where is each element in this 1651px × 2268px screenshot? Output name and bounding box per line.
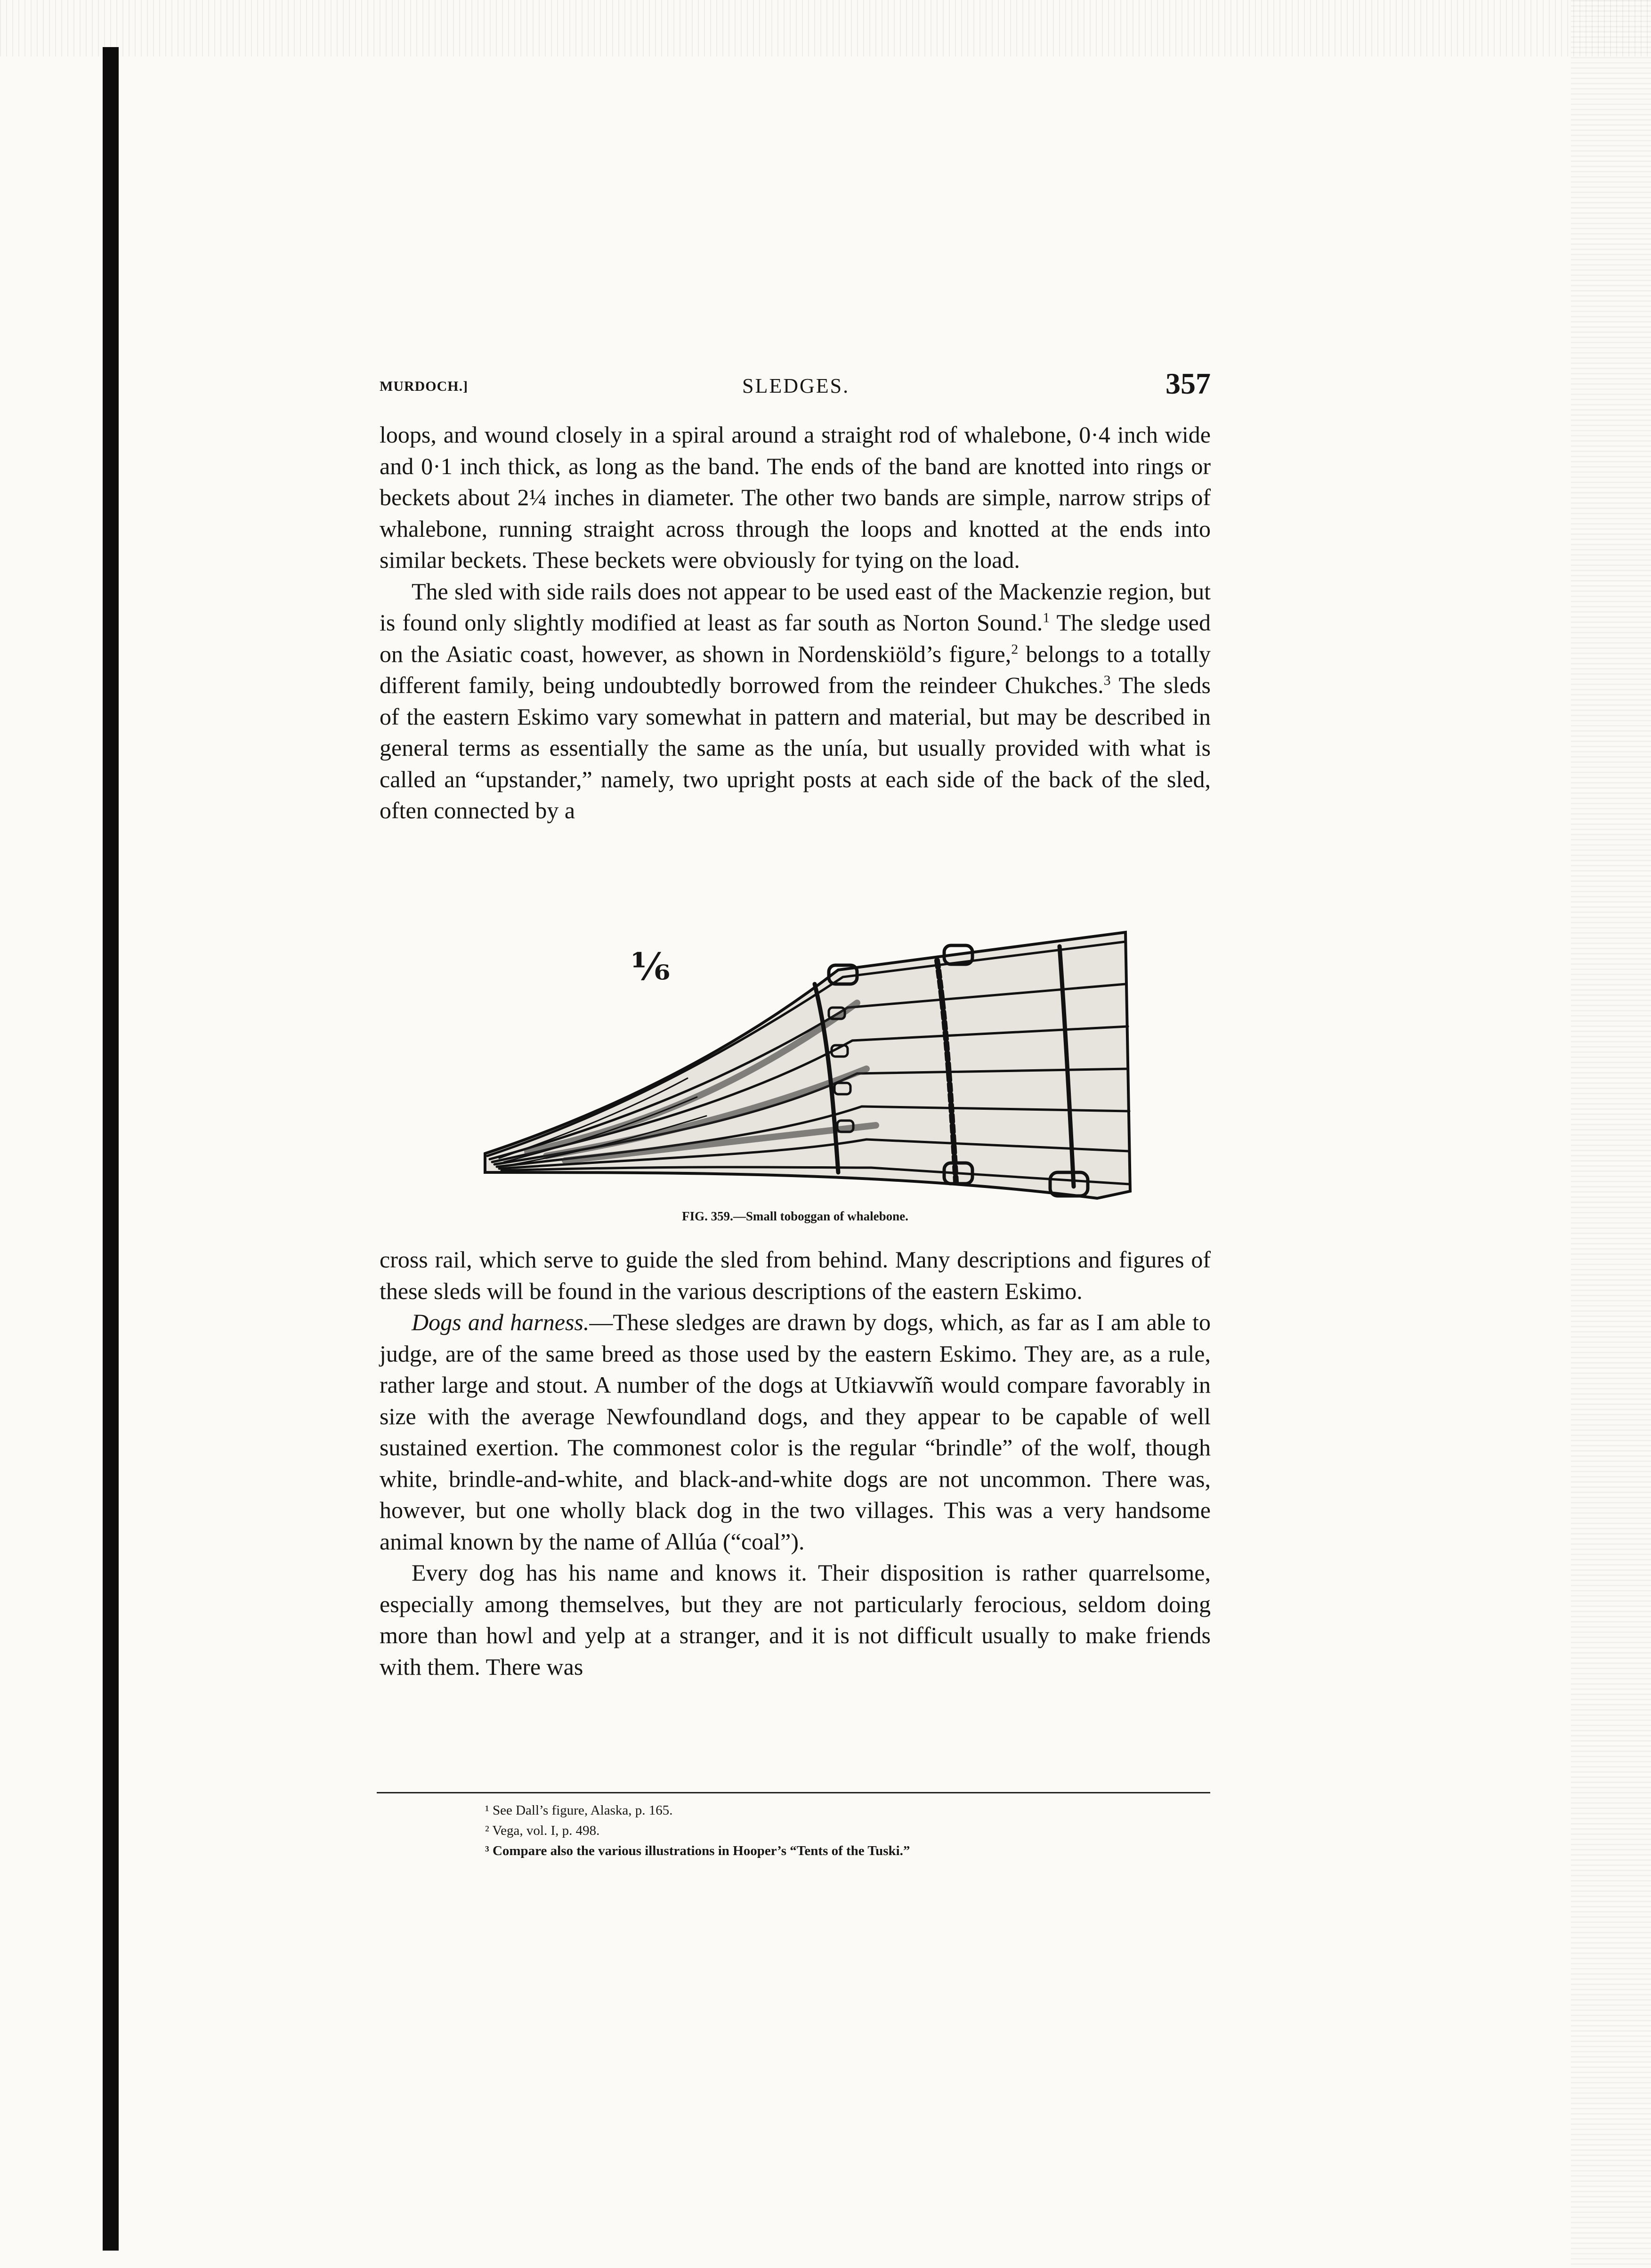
- text-run: The sled with side rails does not appear to be used east of the Mackenzie region, but is found only slightly modified at least as far south as Norton Sound.: [380, 578, 1211, 636]
- figure-scale-label: ⅙: [631, 947, 670, 988]
- scan-edge-noise: [1571, 0, 1651, 2268]
- footnote-2: ² Vega, vol. I, p. 498.: [485, 1823, 600, 1838]
- running-head-author: MURDOCH.]: [380, 379, 469, 394]
- scan-top-noise: [0, 0, 1651, 56]
- footnote-ref-3: 3: [1103, 672, 1111, 688]
- paragraph-loops: loops, and wound closely in a spiral around a straight rod of whalebone, 0·4 inch wide and 0·1 inch thick, as long as the band. The ends of the band are knotted into rings or beckets about 2¼ inches in diameter. The other two bands are simple, narrow strips of whalebone, running straight across through the loops and knotted at the ends into similar beckets. These beckets were obviously for tying on the load.: [380, 421, 1211, 573]
- body-text-upper: [380, 419, 1211, 826]
- paragraph-sled-side-rails: [380, 576, 1211, 826]
- figure-toboggan: [471, 890, 1140, 1219]
- footnote-ref-1: 1: [1043, 610, 1050, 626]
- binding-shadow: [103, 47, 119, 2251]
- footnote-ref-2: 2: [1011, 641, 1019, 657]
- paragraph-cross-rail: cross rail, which serve to guide the sled from behind. Many descriptions and figures of these sleds will be found in the various descriptions of the eastern Eskimo.: [380, 1246, 1211, 1304]
- paragraph-dog-names: Every dog has his name and knows it. Their disposition is rather quarrelsome, especially among themselves, but they are not particularly ferocious, seldom doing more than howl and yelp at a stranger, and it is not difficult usually to make friends with them. There was: [380, 1559, 1211, 1680]
- figure-caption: FIG. 359.—Small toboggan of whalebone.: [682, 1209, 908, 1223]
- text-run: The sledge used on the Asiatic coast, however, as shown in Nordenskiöld’s figure,: [380, 609, 1211, 667]
- body-text-lower: [380, 1244, 1211, 1682]
- running-header: [380, 366, 1211, 409]
- section-run-in-heading: Dogs and harness.: [412, 1309, 590, 1335]
- text-run: The sleds of the eastern Eskimo vary somewhat in pattern and material, but may be described in general terms as essentially the same as the unía, but usually provided with what is called an “upstander,” namely, two upright posts at each side of the back of the sled, often connected by a: [380, 672, 1211, 823]
- toboggan-illustration: [471, 890, 1140, 1219]
- page-number: 357: [1165, 367, 1211, 400]
- footnote-1: ¹ See Dall’s figure, Alaska, p. 165.: [485, 1803, 673, 1818]
- paragraph-dogs-and-harness: [380, 1307, 1211, 1557]
- footnote-3: ³ Compare also the various illustrations in Hooper’s “Tents of the Tuski.”: [485, 1843, 910, 1858]
- text-run: belongs to a totally different family, being undoubtedly borrowed from the reindeer Chukches.: [380, 640, 1211, 698]
- footnotes: [485, 1800, 1191, 1861]
- footnote-divider: [377, 1792, 1210, 1793]
- running-head-title: SLEDGES.: [742, 374, 850, 397]
- text-run: —These sledges are drawn by dogs, which, as far as I am able to judge, are of the same breed as those used by the eastern Eskimo. They are, as a rule, rather large and stout. A number of the dogs at Utkiavwĭñ would compare favorably in size with the average Newfoundland dogs, and they appear to be capable of well sustained exertion. The commonest color is the regular “brindle” of the wolf, though white, brindle-and-white, and black-and-white dogs are not uncommon. There was, however, but one wholly black dog in the two villages. This was a very handsome animal known by the name of Allúa (“coal”).: [380, 1309, 1211, 1555]
